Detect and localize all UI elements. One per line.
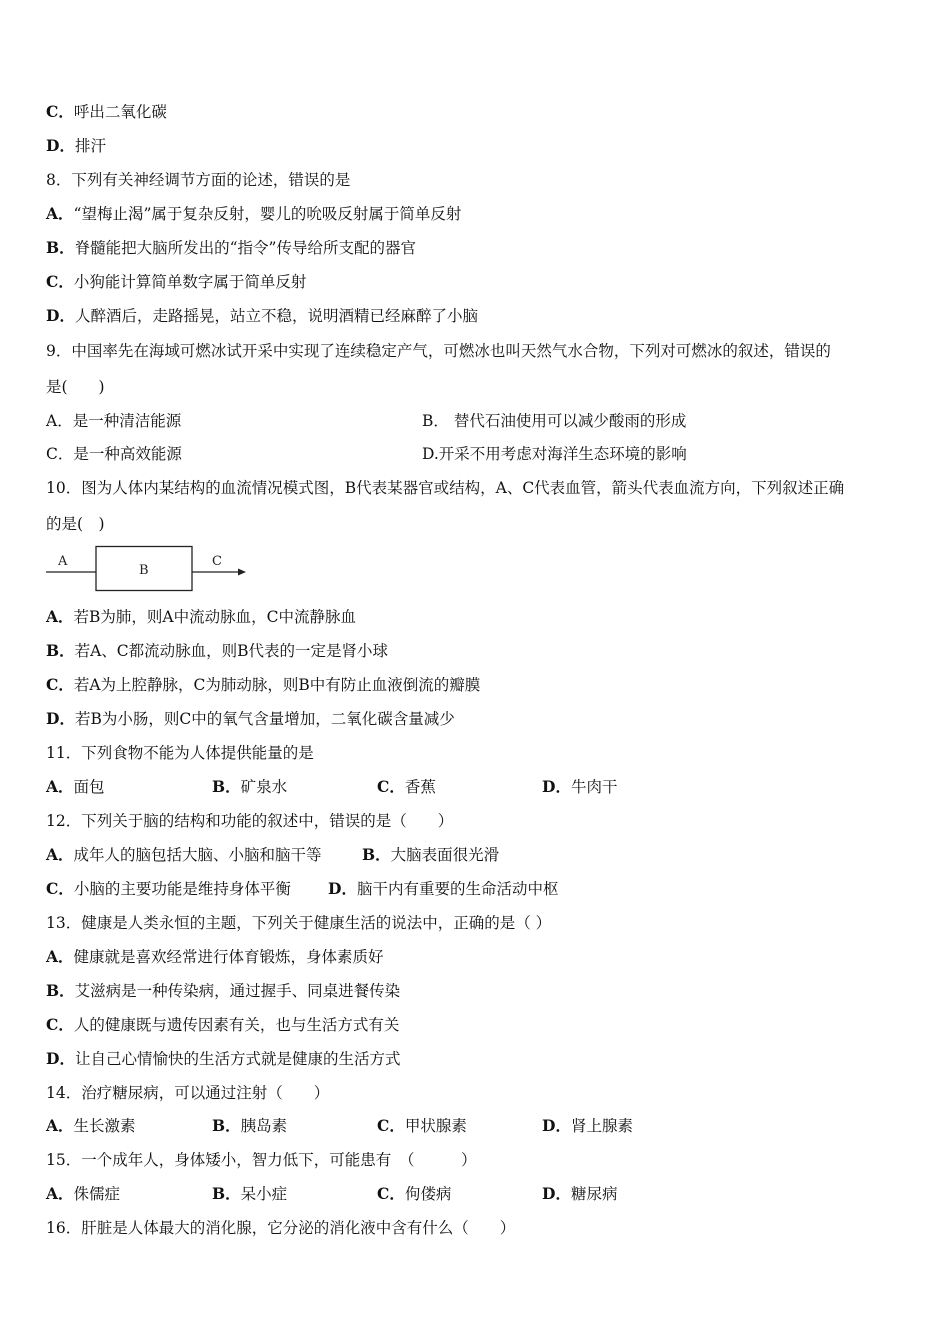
q11-option-b: B．矿泉水	[212, 777, 288, 796]
q12-option-b: B．大脑表面很光滑	[362, 845, 500, 864]
q9-stem-cont: 是( )	[46, 378, 105, 396]
q14-option-b: B．胰岛素	[212, 1116, 288, 1135]
q11-option-a: A．面包	[46, 777, 105, 796]
q13-option-d: D．让自己心情愉快的生活方式就是健康的生活方式	[46, 1049, 401, 1068]
q9-option-b: B． 替代石油使用可以减少酸雨的形成	[422, 412, 687, 430]
q8-stem: 8．下列有关神经调节方面的论述，错误的是	[46, 171, 351, 189]
q12-option-c: C．小脑的主要功能是维持身体平衡	[46, 879, 291, 898]
q16-stem: 16．肝脏是人体最大的消化腺，它分泌的消化液中含有什么（ ）	[46, 1219, 516, 1237]
q8-option-d: D．人醉酒后，走路摇晃，站立不稳，说明酒精已经麻醉了小脑	[46, 306, 478, 325]
q7-option-d: D．排汗	[46, 136, 106, 155]
label-b: B	[139, 563, 149, 578]
q10-option-a: A．若B为肺，则A中流动脉血，C中流静脉血	[46, 607, 356, 626]
q10-stem: 10．图为人体内某结构的血流情况模式图，B代表某器官或结构，A、C代表血管，箭头代表血流方向，下列叙述正确	[46, 479, 845, 497]
q10-option-d: D．若B为小肠，则C中的氧气含量增加，二氧化碳含量减少	[46, 709, 455, 728]
q8-option-a: A．“望梅止渴”属于复杂反射，婴儿的吮吸反射属于简单反射	[46, 204, 462, 223]
q11-option-c: C．香蕉	[377, 777, 436, 796]
q9-option-a: A．是一种清洁能源	[46, 412, 182, 430]
label-a: A	[58, 554, 68, 569]
q10-option-c: C．若A为上腔静脉，C为肺动脉，则B中有防止血液倒流的瓣膜	[46, 675, 481, 694]
q14-option-c: C．甲状腺素	[377, 1116, 467, 1135]
q14-option-a: A．生长激素	[46, 1116, 136, 1135]
q9-option-d: D.开采不用考虑对海洋生态环境的影响	[422, 445, 687, 463]
q15-option-d: D．糖尿病	[542, 1184, 618, 1203]
q13-option-b: B．艾滋病是一种传染病，通过握手、同桌进餐传染	[46, 981, 401, 1000]
q14-option-d: D．肾上腺素	[542, 1116, 633, 1135]
blood-flow-diagram	[44, 545, 248, 593]
q15-option-c: C．佝偻病	[377, 1184, 452, 1203]
q7-option-c: C．呼出二氧化碳	[46, 102, 167, 121]
q12-option-d: D．脑干内有重要的生命活动中枢	[328, 879, 559, 898]
q10-stem-cont: 的是( )	[46, 515, 105, 533]
q11-option-d: D．牛肉干	[542, 777, 618, 796]
q15-option-b: B．呆小症	[212, 1184, 288, 1203]
q13-stem: 13．健康是人类永恒的主题，下列关于健康生活的说法中，正确的是（ ）	[46, 914, 552, 932]
q15-stem: 15．一个成年人，身体矮小，智力低下，可能患有 （ ）	[46, 1151, 477, 1169]
q13-option-a: A．健康就是喜欢经常进行体育锻炼，身体素质好	[46, 947, 384, 966]
q9-option-c: C．是一种高效能源	[46, 445, 182, 463]
q12-option-a: A．成年人的脑包括大脑、小脑和脑干等	[46, 845, 322, 864]
q15-option-a: A．侏儒症	[46, 1184, 121, 1203]
flow-arrow-icon	[238, 569, 246, 576]
q8-option-b: B．脊髓能把大脑所发出的“指令”传导给所支配的器官	[46, 238, 416, 257]
q14-stem: 14．治疗糖尿病，可以通过注射（ ）	[46, 1084, 330, 1102]
label-c: C	[212, 554, 222, 569]
q12-stem: 12．下列关于脑的结构和功能的叙述中，错误的是（ ）	[46, 812, 454, 830]
q11-stem: 11．下列食物不能为人体提供能量的是	[46, 744, 314, 762]
q10-option-b: B．若A、C都流动脉血，则B代表的一定是肾小球	[46, 641, 389, 660]
q8-option-c: C．小狗能计算简单数字属于简单反射	[46, 272, 307, 291]
q9-stem: 9．中国率先在海域可燃冰试开采中实现了连续稳定产气，可燃冰也叫天然气水合物，下列对可燃冰的叙述，错误的	[46, 342, 831, 360]
q13-option-c: C．人的健康既与遗传因素有关，也与生活方式有关	[46, 1015, 400, 1034]
